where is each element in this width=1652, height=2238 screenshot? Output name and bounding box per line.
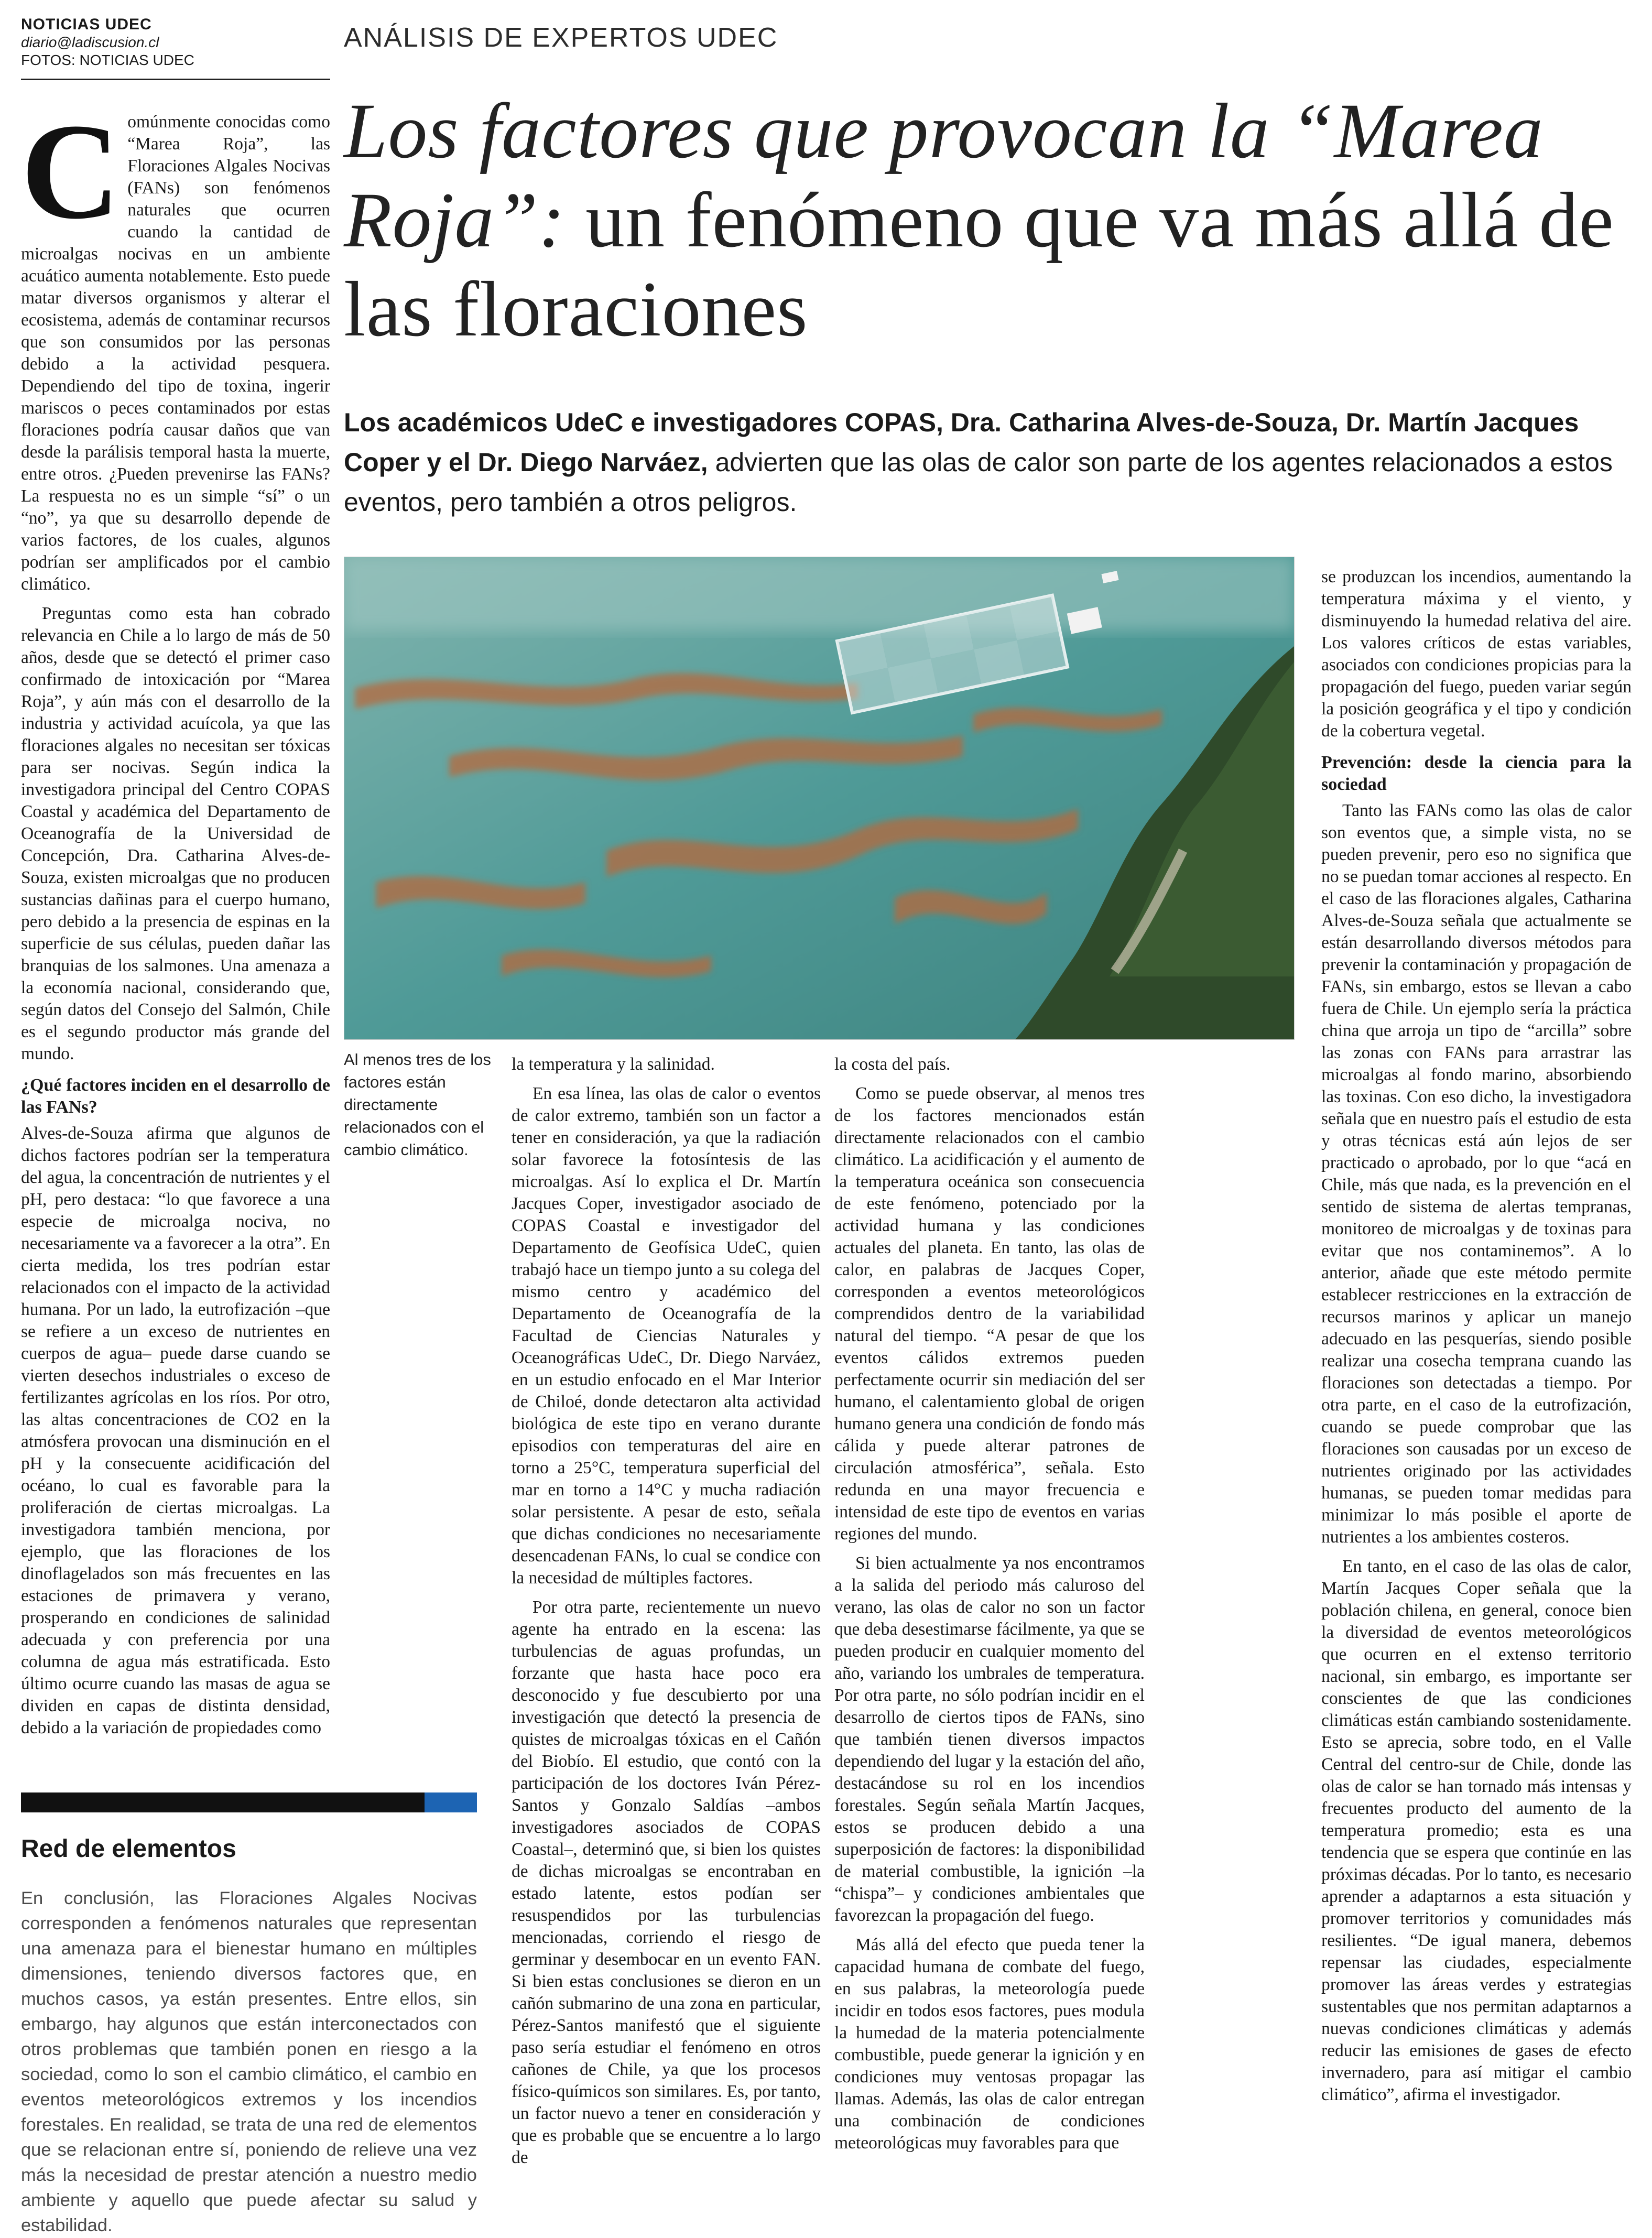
paragraph: la temperatura y la salinidad. (512, 1055, 715, 1074)
aerial-photo (344, 557, 1295, 1040)
photo-caption: Al menos tres de los factores están directamente relacionados con el cambio climático. (344, 1050, 491, 1159)
paragraph: Preguntas como esta han cobrado relevancia en Chile a lo largo de más de 50 años, desde que se detectó el primer caso confirmado de intoxicación por “Marea Roja”, y aún más con el desarrollo de la industria y actividad acuícola, ya que las floraciones algales no necesitan ser tóxicas para ser nocivas. Según indica la investigadora principal del Centro COPAS Coastal y académica del Departamento de Oceanografía de la Universidad de Concepción, Dra. Catharina Alves-de-Souza, existen microalgas que no producen sustancias dañinas para el cuerpo humano, pero debido a la presencia de espinas en la superficie de sus células, pueden dañar las branquias de los salmones. Una amenaza a la economía nacional, considerando que, según datos del Consejo del Salmón, Chile es el segundo productor más grande del mundo. (21, 604, 330, 1063)
subheading-prevention: Prevención: desde la ciencia para la sociedad (1321, 753, 1632, 794)
paragraph: En esa línea, las olas de calor o eventos de calor extremo, también son un factor a tener en consideración, ya que la radiación solar favorece la fotosíntesis de las microalgas. Así lo explica el Dr. Martín Jacques Coper, investigador asociado de COPAS Coastal e investigador del Departamento de Geofísica UdeC, quien trabajó hace un tiempo junto a su colega del mismo centro y académico del Departamento de Oceanografía de la Facultad de Ciencias Naturales y Oceanográficas UdeC, Dr. Diego Narváez, en un estudio enfocado en el Mar Interior de Chiloé, donde detectaron alta actividad biológica de este tipo en verano durante episodios con temperaturas del aire en torno a 25°C, temperatura superficial del mar en torno a 14°C y mucha radiación solar persistente. A pesar de esto, señala que dichas condiciones no necesariamente desencadenan FANs, lo cual se condice con la necesidad de múltiples factores. (512, 1084, 821, 1588)
deck (344, 403, 1633, 522)
aerial-photo-illustration (344, 557, 1294, 1039)
byline (21, 16, 194, 69)
column-2 (512, 1053, 821, 2176)
box-title: Red de elementos (21, 1835, 236, 1863)
paragraph: En tanto, en el caso de las olas de calor, Martín Jacques Coper señala que la población chilena, en general, conoce bien la diversidad de eventos meteorológicos que ocurren en el extenso territorio nacional, sin embargo, es importante ser conscientes de que las condiciones climáticas están cambiando sostenidamente. Esto se aprecia, sobre todo, en el Valle Central del centro-sur de Chile, donde las olas de calor se han tornado más intensas y frecuentes producto del aumento de la temperatura promedio; esta es una tendencia que se espera que continúe en las próximas décadas. Por lo tanto, es necesario aprender a adaptarnos a esta situación y promover territorios y comunidades más resilientes. “De igual manera, debemos repensar las ciudades, especialmente promover las áreas verdes y estrategias sustentables que nos permitan adaptarnos a nuevas condiciones climáticas y además reducir las emisiones de gases de efecto invernadero, para así mitigar el cambio climático”, afirma el investigador. (1321, 1557, 1632, 2104)
paragraph: Comúnmente conocidas como “Marea Roja”, las Floraciones Algales Nocivas (FANs) son fenómenos naturales que ocurren cuando la cantidad de microalgas nocivas en un ambiente acuático aumenta notablemente. Esto puede matar diversos organismos y alterar el ecosistema, además de contaminar recursos que son consumidos por las personas debido a la actividad pesquera. Dependiendo del tipo de toxina, ingerir mariscos o peces contaminados por estas floraciones podría causar daños que van desde la parálisis temporal hasta la muerte, entre otros. ¿Pueden prevenirse las FANs? La respuesta no es un simple “sí” o un “no”, ya que su desarrollo depende de varios factores, de los cuales, algunos podrían ser amplificados por el cambio climático. (21, 95, 330, 594)
headline-regular: un fenómeno que va más allá de las floraciones (344, 177, 1614, 353)
deck-regular: advierten que las olas de calor son parte de los agentes relacionados a estos eventos, pero también a otros peligros. (344, 448, 1613, 517)
paragraph: la costa del país. (834, 1055, 951, 1074)
byline-name: NOTICIAS UDEC (21, 16, 152, 33)
column-1 (21, 95, 330, 1746)
headline (344, 86, 1633, 354)
paragraph: se produzcan los incendios, aumentando la temperatura máxima y el viento, y disminuyendo la humedad relativa del aire. Los valores críticos de estas variables, asociados con condiciones propicias para la propagación del fuego, pueden variar según la posición geográfica y el tipo y condición de la cobertura vegetal. (1321, 567, 1632, 741)
paragraph: Tanto las FANs como las olas de calor son eventos que, a simple vista, no se pueden prevenir, pero eso no significa que no se puedan tomar acciones al respecto. En el caso de las floraciones algales, Catharina Alves-de-Souza señala que actualmente se están desarrollando diversos métodos para prevenir la contaminación y propagación de FANs, sin embargo, estos se llevan a cabo fuera de Chile. Un ejemplo sería la práctica china que arroja un tipo de “arcilla” sobre las zonas con FANs para arrastrar las microalgas al fondo marino, absorbiendo las toxinas. Con eso dicho, la investigadora señala que en nuestro país el estudio de esta y otras técnicas está aún lejos de ser practicado o aprobado, por lo que “acá en Chile, más que nada, es la prevención en el sentido de sistema de alertas tempranas, monitoreo de microalgas y de toxinas para evitar que nos contaminemos”. A lo anterior, añade que este método permite establecer restricciones en la extracción de recursos marinos y aplicar un manejo adecuado en las pesquerías, siendo posible realizar una cosecha temprana cuando las floraciones son detectadas a tiempo. Por otra parte, en el caso de la eutrofización, cuando se puede comprobar que las floraciones son causadas por un exceso de nutrientes originado por las actividades humanas, se pueden tomar medidas para minimizar lo más posible el aporte de nutrientes a los ambientes costeros. (1321, 801, 1632, 1547)
box-text: En conclusión, las Floraciones Algales Nocivas corresponden a fenómenos naturales que representan una amenaza para el bienestar humano en múltiples dimensiones, teniendo diversos factores que, en muchos casos, ya están presentes. Entre ellos, sin embargo, hay algunos que están interconectados con otros problemas que también ponen en riesgo a la sociedad, como lo son el cambio climático, el cambio en eventos meteorológicos extremos y los incendios forestales. En realidad, se trata de una red de elementos que se relacionan entre sí, poniendo de relieve una vez más la necesidad de prestar atención a nuestro medio ambiente y aquello que puede afectar su salud y estabilidad. (21, 1888, 477, 2235)
paragraph: Más allá del efecto que pueda tener la capacidad humana de combate del fuego, en sus palabras, la meteorología puede incidir en todos esos factores, pues modula la humedad de la materia potencialmente combustible, puede generar la ignición y en condiciones muy ventosas propagar las llamas. Además, las olas de calor entregan una combinación de condiciones meteorológicas muy favorables para que (834, 1935, 1145, 2153)
box-accent (425, 1792, 477, 1812)
column-3 (834, 1053, 1145, 2161)
section-label: ANÁLISIS DE EXPERTOS UDEC (344, 23, 778, 53)
subheading-factors: ¿Qué factores inciden en el desarrollo de las FANs? (21, 1075, 330, 1117)
paragraph: Como se puede observar, al menos tres de los factores mencionados están directamente relacionados con el cambio climático. La acidificación y el aumento de la temperatura oceánica son consecuencia de este fenómeno, potenciado por la actividad humana y las condiciones actuales del planeta. En tanto, las olas de calor, en palabras de Jacques Coper, corresponden a eventos meteorológicos comprendidos dentro de la variabilidad natural del tiempo. “A pesar de que los eventos cálidos extremos pueden perfectamente ocurrir sin mediación del ser humano, el calentamiento global de origen humano genera una condición de fondo más cálida y puede alterar patrones de circulación atmosférica”, señala. Esto redunda en una mayor frecuencia e intensidad de este tipo de eventos en varias regiones del mundo. (834, 1084, 1145, 1544)
headline-italic: Los factores que provocan la “Marea Roja”: (344, 88, 1544, 264)
dropcap: C (21, 95, 121, 247)
deck-bold: Los académicos UdeC e investigadores COPAS, Dra. Catharina Alves-de-Souza, Dr. Martín Jacques Coper y el Dr. Diego Narváez, (344, 408, 1579, 477)
paragraph: Alves-de-Souza afirma que algunos de dichos factores podrían ser la temperatura del agua, la concentración de nutrientes y el pH, pero destaca: “lo que favorece a una especie de microalga nociva, no necesariamente va a favorecer a la otra”. En cierta medida, los tres podrían estar relacionados con el impacto de la actividad humana. Por un lado, la eutrofización –que se refiere a un exceso de nutrientes en cuerpos de agua– puede darse cuando se vierten desechos industriales o exceso de fertilizantes agrícolas en los ríos. Por otro, las altas concentraciones de CO2 en la atmósfera provocan una disminución en el pH y la consecuente acidificación del océano, lo cual es favorable para la proliferación de ciertas microalgas. La investigadora también menciona, por ejemplo, que las floraciones de los dinoflagelados son más frecuentes en las estaciones de primavera y verano, prosperando en condiciones de salinidad adecuada y con preferencia por una columna de agua más estratificada. Esto último ocurre cuando las masas de agua se dividen en capas de distinta densidad, debido a la variación de propiedades como (21, 1124, 330, 1737)
paragraph: Por otra parte, recientemente un nuevo agente ha entrado en la escena: las turbulencias de aguas profundas, un forzante que hasta hace poco era desconocido y fue descubierto por una investigación que detectó la presencia de quistes de microalgas tóxicas en el Cañón del Biobío. El estudio, que contó con la participación de los doctores Iván Pérez-Santos y Gonzalo Saldías –ambos investigadores asociados de COPAS Coastal–, determinó que, si bien los quistes de dichas microalgas se encontraban en estado latente, estos podían ser resuspendidos por las turbulencias mencionadas, corriendo el riesgo de germinar y desembocar en un evento FAN. Si bien estas conclusiones se dieron en un cañón submarino de una zona en particular, Pérez-Santos manifestó que el siguiente paso sería estudiar el fenómeno en otros cañones de Chile, ya que los procesos físico-químicos son similares. Es, por tanto, un factor nuevo a tener en consideración y que es probable que se encuentre a lo largo de (512, 1598, 821, 2167)
box-header-bar (21, 1792, 477, 1812)
byline-email: diario@ladiscusion.cl (21, 34, 159, 50)
byline-rule (21, 79, 330, 80)
paragraph: Si bien actualmente ya nos encontramos a la salida del periodo más caluroso del verano, las olas de calor no son un factor que deba desestimarse fácilmente, ya que se pueden producir en cualquier momento del año, variando los umbrales de temperatura. Por otra parte, no sólo podrían incidir en el desarrollo de ciertos tipos de FANs, sino que también tienen diversos impactos dependiendo del lugar y la estación del año, destacándose su rol en los incendios forestales. Según señala Martín Jacques, estos se producen debido a una superposición de factores: la disponibilidad de material combustible, la ignición –la “chispa”– y condiciones ambientales que favorezcan la propagación del fuego. (834, 1553, 1145, 1925)
byline-photos: FOTOS: NOTICIAS UDEC (21, 52, 194, 68)
column-4 (1321, 566, 1632, 2113)
